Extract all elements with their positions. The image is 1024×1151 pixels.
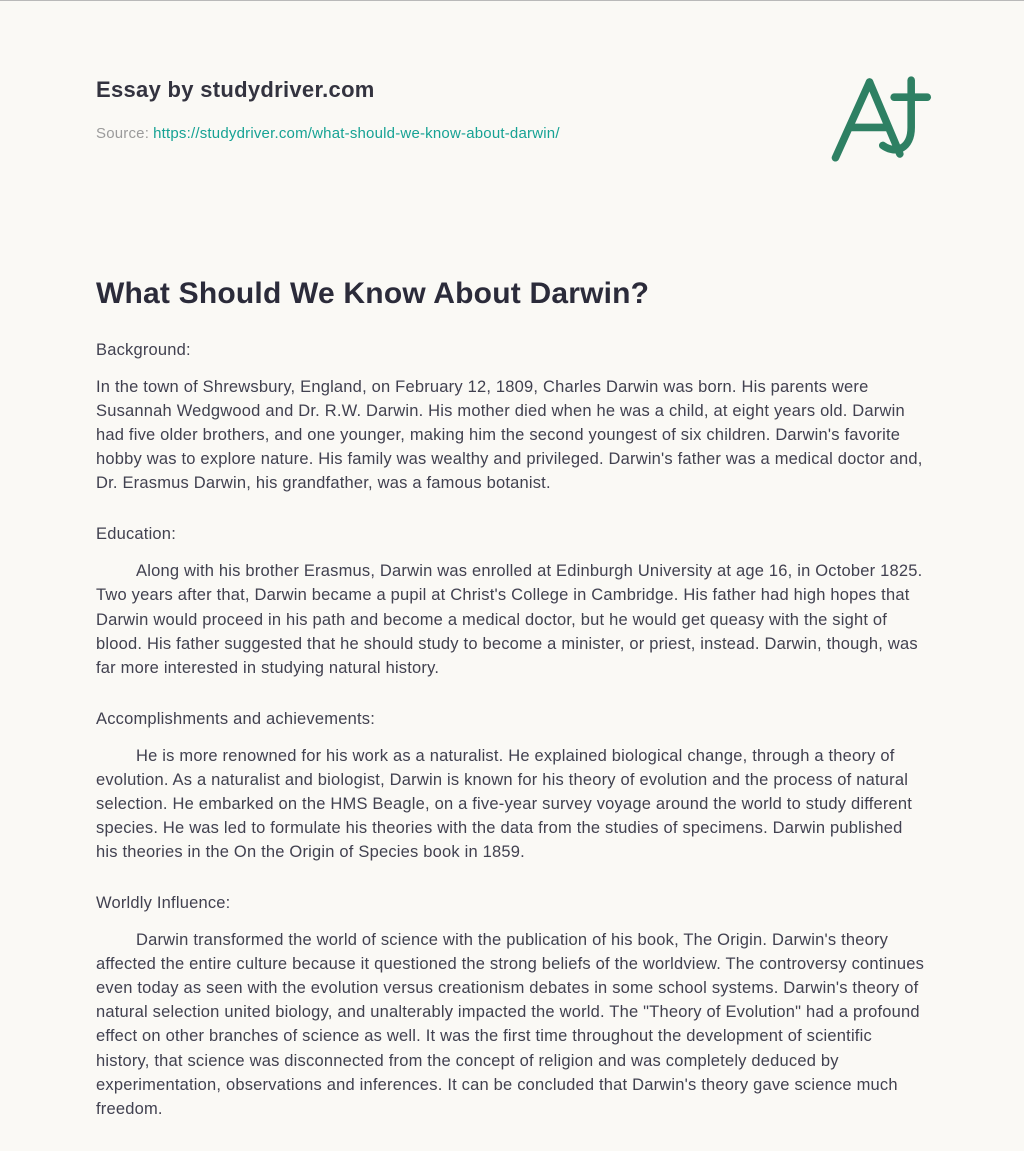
header-text-block [96,77,560,142]
essay-by-title: Essay by studydriver.com [96,77,375,102]
section-heading: Background: [96,341,191,359]
section-heading: Accomplishments and achievements: [96,709,375,728]
essay-body [96,277,928,1121]
page-header [96,77,928,163]
section-paragraph: Along with his brother Erasmus, Darwin was enrolled at Edinburgh University at age 16, in October 1825. Two years after that, Darwin became a pupil at Christ's College in Cambridge. His father had high hopes that Darwin would proceed in his path and become a medical doctor, but he would get queasy with the sight of blood. His father suggested that he should study to become a minister, or priest, instead. Darwin, though, was far more interested in studying natural history. [96,562,923,677]
section-paragraph: Darwin transformed the world of science with the publication of his book, The Origin. Darwin's theory affected the entire culture because it questioned the strong beliefs of the worldview. The controversy continues even today as seen with the evolution versus creationism debates in some school systems. Darwin's theory of natural selection united biology, and unalterably impacted the world. The "Theory of Evolution" had a profound effect on other branches of science as well. It was the first time throughout the development of scientific history, that science was disconnected from the concept of religion and was completely deduced by experimentation, observations and inferences. It can be concluded that Darwin's theory gave science much freedom. [96,931,925,1118]
section-education [96,525,928,679]
essay-title: What Should We Know About Darwin? [96,277,650,310]
section-paragraph: In the town of Shrewsbury, England, on February 12, 1809, Charles Darwin was born. His parents were Susannah Wedgwood and Dr. R.W. Darwin. His mother died when he was a child, at eight years old. Darwin had five older brothers, and one younger, making him the second youngest of six children. Darwin's favorite hobby was to explore nature. His family was wealthy and privileged. Darwin's father was a medical doctor and, Dr. Erasmus Darwin, his grandfather, was a famous botanist. [96,378,923,493]
section-heading: Education: [96,525,176,544]
section-worldly-influence [96,894,928,1121]
source-link[interactable]: https://studydriver.com/what-should-we-know-about-darwin/ [153,125,560,142]
source-line [96,125,560,142]
studydriver-logo [826,73,932,163]
source-label: Source: [96,125,150,142]
studydriver-logo-icon [826,73,932,163]
section-accomplishments [96,710,928,864]
section-background [96,341,928,495]
section-heading: Worldly Influence: [96,894,231,913]
section-paragraph: He is more renowned for his work as a naturalist. He explained biological change, through a theory of evolution. As a naturalist and biologist, Darwin is known for his theory of evolution and the process of natural selection. He embarked on the HMS Beagle, on a five-year survey voyage around the world to study different species. He was led to formulate his theories with the data from the studies of specimens. Darwin published his theories in the On the Origin of Species book in 1859. [96,746,913,862]
